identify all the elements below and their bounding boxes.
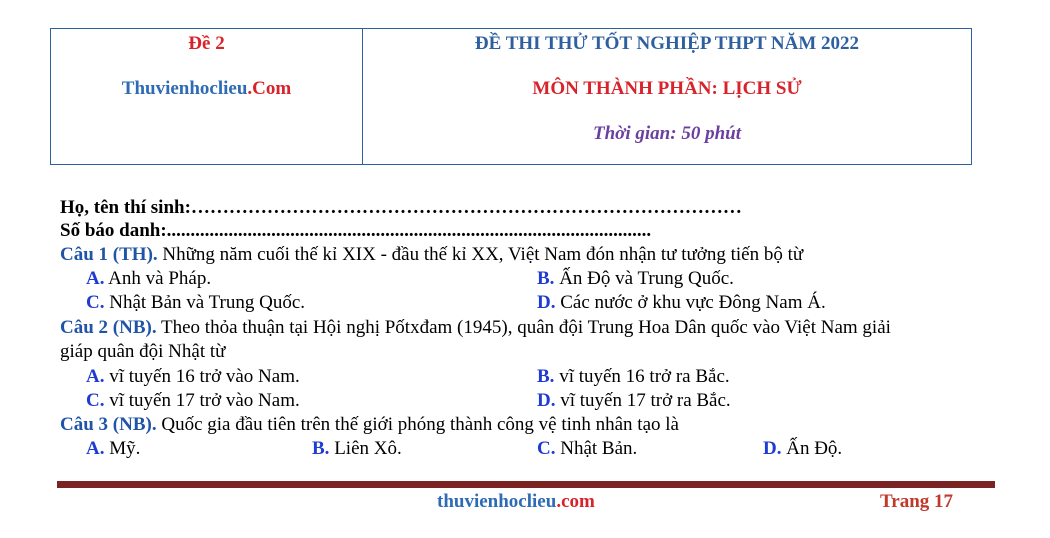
option-text: vĩ tuyến 16 trở ra Bắc.: [554, 366, 730, 387]
option-letter: C.: [86, 292, 105, 313]
option-1b: [537, 268, 734, 290]
question-text: Theo thỏa thuận tại Hội nghị Pốtxđam (1945), quân đội Trung Hoa Dân quốc vào Việt Nam giải: [156, 317, 891, 338]
footer-site-suffix[interactable]: .com: [556, 491, 595, 512]
option-text: Ấn Độ.: [781, 438, 843, 459]
site-name-main: Thuvienhoclieu: [121, 78, 248, 99]
exam-duration: Thời gian: 50 phút: [593, 123, 741, 144]
header-right-cell: [363, 29, 971, 164]
question-3: [60, 414, 679, 436]
option-1c: [86, 292, 305, 314]
footer-site-link[interactable]: [437, 491, 595, 513]
question-text: Những năm cuối thế kỉ XIX - đầu thế kỉ XX, Việt Nam đón nhận tư tưởng tiến bộ từ: [157, 244, 804, 265]
option-letter: A.: [86, 366, 105, 387]
exam-title: ĐỀ THI THỬ TỐT NGHIỆP THPT NĂM 2022: [474, 33, 860, 54]
option-text: Liên Xô.: [329, 438, 402, 459]
footer-divider: [57, 481, 995, 488]
option-text: vĩ tuyến 17 trở vào Nam.: [104, 390, 300, 411]
option-letter: D.: [763, 438, 782, 459]
question-2: [60, 317, 891, 339]
option-letter: C.: [86, 390, 105, 411]
option-1a: [86, 268, 211, 290]
option-letter: B.: [537, 366, 555, 387]
option-2d: [537, 390, 731, 412]
option-2a: [86, 366, 300, 388]
question-label: Câu 2 (NB).: [60, 317, 157, 338]
option-text: vĩ tuyến 16 trở vào Nam.: [104, 366, 300, 387]
option-text: Các nước ở khu vực Đông Nam Á.: [555, 292, 826, 313]
site-name-suffix: .Com: [247, 78, 292, 99]
exam-number: Đề 2: [188, 33, 225, 54]
option-3c: [537, 438, 637, 460]
option-text: Ấn Độ và Trung Quốc.: [554, 268, 734, 289]
candidate-name-line: Họ, tên thí sinh:……………………………………………………………………………: [60, 197, 742, 218]
option-text: Anh và Pháp.: [104, 268, 212, 289]
footer-site-main[interactable]: thuvienhoclieu: [437, 491, 557, 512]
header-table: [50, 28, 972, 165]
option-letter: D.: [537, 390, 556, 411]
exam-subject: MÔN THÀNH PHẦN: LỊCH SỬ: [532, 78, 802, 99]
option-3b: [312, 438, 402, 460]
option-letter: A.: [86, 438, 105, 459]
option-text: Nhật Bản.: [555, 438, 638, 459]
question-1: [60, 244, 803, 266]
question-text: Quốc gia đầu tiên trên thế giới phóng thành công vệ tinh nhân tạo là: [156, 414, 679, 435]
option-3a: [86, 438, 140, 460]
option-letter: D.: [537, 292, 556, 313]
header-left-cell: [51, 29, 363, 164]
option-letter: A.: [86, 268, 105, 289]
option-2c: [86, 390, 300, 412]
option-letter: B.: [537, 268, 555, 289]
option-letter: C.: [537, 438, 556, 459]
site-name: [51, 78, 362, 100]
option-letter: B.: [312, 438, 330, 459]
question-label: Câu 1 (TH).: [60, 244, 158, 265]
option-text: Mỹ.: [104, 438, 141, 459]
candidate-id-line: Số báo danh:......................................................................................................: [60, 220, 652, 241]
option-text: vĩ tuyến 17 trở ra Bắc.: [555, 390, 731, 411]
question-label: Câu 3 (NB).: [60, 414, 157, 435]
option-1d: [537, 292, 826, 314]
option-2b: [537, 366, 730, 388]
question-2-continued: giáp quân đội Nhật từ: [60, 341, 226, 362]
page-number: Trang 17: [880, 491, 954, 512]
option-text: Nhật Bản và Trung Quốc.: [104, 292, 306, 313]
option-3d: [763, 438, 842, 460]
